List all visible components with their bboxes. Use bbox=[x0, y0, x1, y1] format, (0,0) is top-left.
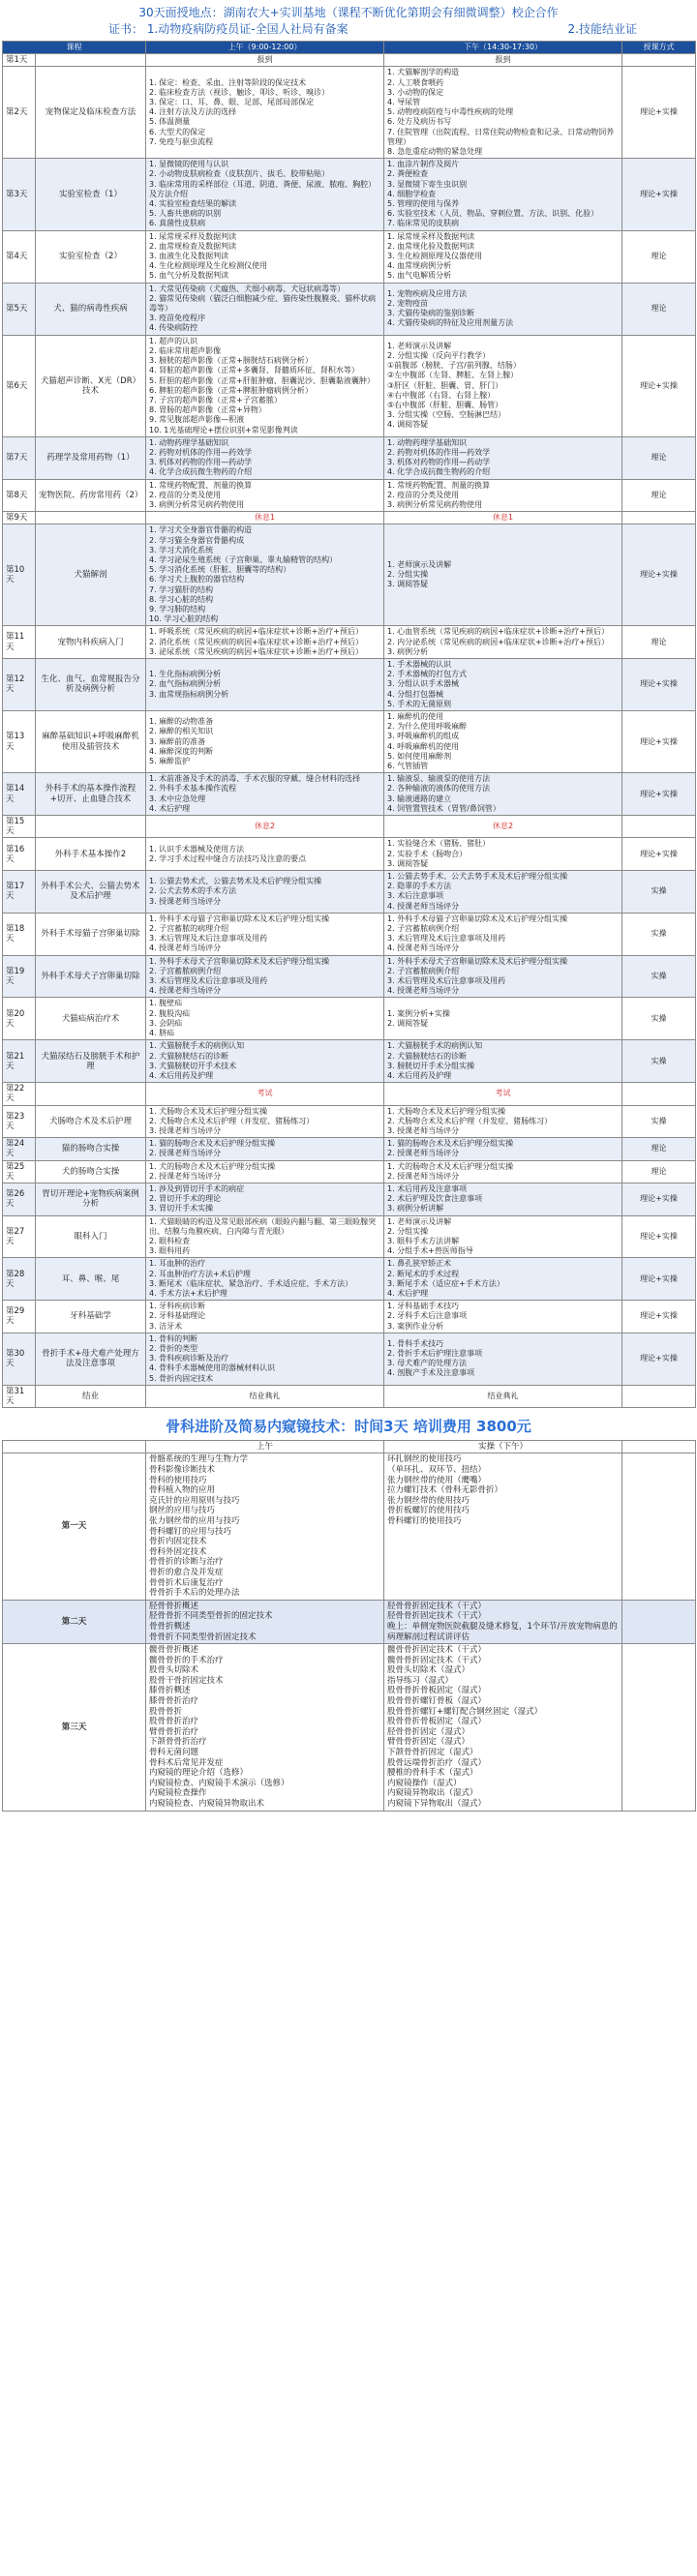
morning-content: 1. 呼吸系统（常见疾病的病因+临床症状+诊断+治疗+预后） 2. 消化系统（常见疾病的病因+临床症状+诊断+治疗+预后） 3. 泌尿系统（常见疾病的病因+临床症状+诊断+治疗+预后） bbox=[146, 626, 384, 659]
schedule-row bbox=[3, 871, 696, 914]
afternoon-content: 1. 动物药理学基础知识 2. 药物对机体的作用—药效学 3. 机体对药物的作用—药动学 4. 化学合成抗微生物药的介绍 bbox=[384, 436, 622, 479]
bones-extra-cell bbox=[622, 1453, 696, 1600]
schedule-row bbox=[3, 283, 696, 335]
day-label: 第2天 bbox=[3, 67, 36, 159]
morning-content: 1. 骨科的判断 2. 骨折的类型 3. 骨科疾病诊断及治疗 4. 骨科手术器械使用的器械材料认识 5. 骨折内固定技术 bbox=[146, 1333, 384, 1385]
morning-content: 结业典礼 bbox=[146, 1385, 384, 1407]
teaching-mode: 理论 bbox=[622, 626, 696, 659]
afternoon-content: 1. 老师演示及讲解 2. 分组实操 3. 眼科手术方法讲解 4. 分组手术+兽医师指导 bbox=[384, 1215, 622, 1258]
course-topic: 实验室检查（2） bbox=[36, 230, 146, 283]
morning-content: 1. 保定：检查、采血、注射等阶段的保定技术 2. 临床检查方法（视诊、触诊、叩诊、听诊、嗅诊） 3. 保定：口、耳、鼻、眼、足部、尾部局部保定 4. 注射方法及方法的选择 5. 体温测量 6. 大型犬的保定 7. 免疫与驱虫流程 bbox=[146, 67, 384, 159]
bones-day-label: 第一天 bbox=[3, 1453, 146, 1600]
schedule-row bbox=[3, 1333, 696, 1385]
column-course: 课程 bbox=[3, 42, 146, 54]
bones-afternoon-content: 髋骨骨折固定技术（干式） 髋骨骨折固定技术（干式） 股骨头切除术（湿式） 指导练习（湿式） 股骨骨折骨板固定（湿式） 股骨骨折螺钉骨板（湿式） 股骨骨折螺钉+螺钉配合钢丝固定（湿式） 股骨骨折骨板固定（湿式） 胫骨骨折固定（湿式） 臂骨骨折固定（湿式） 下颌骨骨折固定（湿式） 股骨远端骨折治疗（湿式） 腰椎的骨科手术（湿式） 内窥镜操作（湿式） 内窥镜异物取出（湿式） 内窥镜下异物取出（湿式） bbox=[384, 1644, 622, 1812]
afternoon-content: 1. 犬猫解剖学的构造 2. 人工喂食喂药 3. 小动物的保定 4. 导尿管 5. 动物疫病防疫与中毒性疾病的处理 6. 处方及病历书写 7. 住院管理（出院流程、日常住院动物检查和记录、日常动物饲养管理） 8. 急危重症动物的紧急处理 bbox=[384, 67, 622, 159]
course-topic: 宠物保定及临床检查方法 bbox=[36, 67, 146, 159]
morning-content: 1. 猫的肠吻合术及术后护理分组实操 2. 授课老师当场评分 bbox=[146, 1138, 384, 1160]
schedule-body bbox=[3, 54, 696, 1408]
course-topic: 骨折手术+母犬难产处理方法及注意事项 bbox=[36, 1333, 146, 1385]
day-label: 第23天 bbox=[3, 1105, 36, 1138]
course-topic: 胃切开理论+宠物疾病案例分析 bbox=[36, 1183, 146, 1215]
course-topic bbox=[36, 512, 146, 524]
course-topic: 外科手术母犬子宫卵巢切除 bbox=[36, 955, 146, 998]
afternoon-content: 1. 麻醉机的使用 2. 为什么使用呼吸麻醉 3. 呼吸麻醉机的组成 4. 呼吸麻醉机的使用 5. 如何使用麻醉剂 6. 气管插管 bbox=[384, 711, 622, 773]
teaching-mode: 理论+实操 bbox=[622, 658, 696, 710]
teaching-mode bbox=[622, 54, 696, 67]
course-topic: 外科手术公犬、公猫去势术及术后护理 bbox=[36, 871, 146, 914]
morning-content: 1. 显微镜的使用与认识 2. 小动物皮肤病检查（皮肤刮片、拔毛、胶带粘贴） 3. 临床常用的采样部位（耳道、阴道、粪便、尿液、脓疱、胸腔）及方法介绍 4. 实验室检查结果的解读 5. 人畜共患病的识别 6. 真菌性皮肤病 bbox=[146, 159, 384, 230]
day-label: 第27天 bbox=[3, 1215, 36, 1258]
afternoon-content: 1. 犬的肠吻合术及术后护理分组实操 2. 授课老师当场评分 bbox=[384, 1160, 622, 1183]
afternoon-content: 考试 bbox=[384, 1083, 622, 1105]
course-topic: 外科手术母猫子宫卵巢切除 bbox=[36, 913, 146, 955]
teaching-mode bbox=[622, 1083, 696, 1105]
bones-column-extra bbox=[622, 1441, 696, 1453]
day-label: 第22天 bbox=[3, 1083, 36, 1105]
day-label: 第6天 bbox=[3, 335, 36, 436]
course-topic: 宠物医院、药房常用药（2） bbox=[36, 479, 146, 512]
morning-content: 1. 耳血肿的治疗 2. 耳血肿治疗方法+术后护理 3. 断尾术（临床症状、紧急治疗、手术适应症、手术方法） 4. 手术方法+术后护理 bbox=[146, 1258, 384, 1301]
schedule-row bbox=[3, 838, 696, 871]
teaching-mode: 实操 bbox=[622, 955, 696, 998]
course-topic: 眼科入门 bbox=[36, 1215, 146, 1258]
course-topic: 犬肠吻合术及术后护理 bbox=[36, 1105, 146, 1138]
schedule-header-row bbox=[3, 42, 696, 54]
day-label: 第18天 bbox=[3, 913, 36, 955]
column-mode: 授课方式 bbox=[622, 42, 696, 54]
schedule-row bbox=[3, 1183, 696, 1215]
day-label: 第30天 bbox=[3, 1333, 36, 1385]
afternoon-content: 1. 案例分析+实操 2. 调阅答疑 bbox=[384, 998, 622, 1040]
schedule-row bbox=[3, 1301, 696, 1333]
morning-content: 1. 腹壁疝 2. 腹股沟疝 3. 会阴疝 4. 脐疝 bbox=[146, 998, 384, 1040]
afternoon-content: 1. 手术器械的认识 2. 手术器械的打包方式 3. 分组认识手术器械 4. 分组打包器械 5. 手术的无菌原则 bbox=[384, 658, 622, 710]
afternoon-content: 1. 老师演示及讲解 2. 分组实操 3. 调阅答疑 bbox=[384, 524, 622, 626]
teaching-mode: 理论 bbox=[622, 479, 696, 512]
course-topic: 结业 bbox=[36, 1385, 146, 1407]
morning-content: 1. 认识手术器械及使用方法 2. 学习手术过程中缝合方法技巧及注意的要点 bbox=[146, 838, 384, 871]
day-label: 第3天 bbox=[3, 159, 36, 230]
afternoon-content: 1. 实验缝合术（猪肠、猪肚） 2. 实验手术（肠吻合） 3. 调阅答疑 bbox=[384, 838, 622, 871]
afternoon-content: 1. 术后用药及注意事项 2. 术后护理及饮食注意事项 3. 病例分析讲解 bbox=[384, 1183, 622, 1215]
schedule-row bbox=[3, 1105, 696, 1138]
teaching-mode bbox=[622, 1385, 696, 1407]
morning-content: 1. 外科手术母犬子宫卵巢切除术及术后护理分组实操 2. 子宫蓄脓病例介绍 3. 术后管理及术后注意事项及用药 4. 授课老师当场评分 bbox=[146, 955, 384, 998]
morning-content: 1. 麻醉的动物准备 2. 麻醉的相关知识 3. 麻醉前的准备 4. 麻醉深度的判断 5. 麻醉监护 bbox=[146, 711, 384, 773]
teaching-mode: 理论+实操 bbox=[622, 1258, 696, 1301]
afternoon-content: 1. 骨科手术技巧 2. 骨折手术后护理注意事项 3. 母犬难产的处理方法 4. 剖腹产手术及注意事项 bbox=[384, 1333, 622, 1385]
bones-extra-cell bbox=[622, 1600, 696, 1643]
teaching-mode: 理论+实操 bbox=[622, 67, 696, 159]
morning-content: 1. 涉及到胃切开手术的病症 2. 胃切开手术的理论 3. 胃切开手术实操 bbox=[146, 1183, 384, 1215]
morning-content: 1. 生化指标病例分析 2. 血气指标病例分析 3. 血常规指标病例分析 bbox=[146, 658, 384, 710]
column-pm: 下午（14:30-17:30） bbox=[384, 42, 622, 54]
morning-content: 1. 犬猫眼睛的构造及常见眼部疾病（眼睑内翻与翻、第三眼睑腺突出、结膜与角膜疾病、白内障与青光眼） 2. 眼科检查 3. 眼科用药 bbox=[146, 1215, 384, 1258]
course-topic: 外科手术基本操作2 bbox=[36, 838, 146, 871]
schedule-row bbox=[3, 1258, 696, 1301]
teaching-mode: 理论 bbox=[622, 1160, 696, 1183]
course-topic: 生化、血气、血常规报告分析及病例分析 bbox=[36, 658, 146, 710]
teaching-mode: 实操 bbox=[622, 871, 696, 914]
afternoon-content: 结业典礼 bbox=[384, 1385, 622, 1407]
bones-afternoon-content: 环扎钢丝的使用技巧 （单环扎、双环节、扭结） 张力钢丝带的使用（鹰嘴） 拉力螺钉技术（骨科无影骨折） 张力钢丝带的使用技巧 骨折板螺钉的使用技巧 骨科螺钉的使用技巧 bbox=[384, 1453, 622, 1600]
bones-row bbox=[3, 1600, 696, 1643]
afternoon-content: 1. 心血管系统（常见疾病的病因+临床症状+诊断+治疗+预后） 2. 内分泌系统（常见疾病的病因+临床症状+诊断+治疗+预后） 3. 病例分析 bbox=[384, 626, 622, 659]
morning-content: 1. 超声的认识 2. 临床常用超声影像 3. 膀胱的超声影像（正常+膀胱结石病例分析） 4. 肾脏的超声影像（正常+多囊肾、肾髓质环征、肾积水等） 5. 肝胆的超声影像（正常+肝脏肿瘤、胆囊泥沙、胆囊黏液囊肿） 6. 脾脏的超声影像（正常+脾脏肿瘤病例分析） 7. 子宫的超声影像（正常+子宫蓄脓） 8. 胃肠的超声影像（正常+异物） 9. 常见腹部超声影像—积液 10. 1光基础理论+摆位识别+常见影像判读 bbox=[146, 335, 384, 436]
schedule-row bbox=[3, 512, 696, 524]
afternoon-content: 1. 外科手术母犬子宫卵巢切除术及术后护理分组实操 2. 子宫蓄脓病例介绍 3. 术后管理及术后注意事项及用药 4. 授课老师当场评分 bbox=[384, 955, 622, 998]
day-label: 第7天 bbox=[3, 436, 36, 479]
course-topic: 犬猫尿结石及膀胱手术和护理 bbox=[36, 1040, 146, 1083]
day-label: 第11天 bbox=[3, 626, 36, 659]
morning-content: 1. 犬常见传染病（犬瘟热、犬细小病毒、犬冠状病毒等） 2. 猫常见传染病（猫泛白细胞减少症、猫传染性腹膜炎、猫杯状病毒等） 3. 疫苗免疫程序 4. 传染病防控 bbox=[146, 283, 384, 335]
bones-column-day bbox=[3, 1441, 146, 1453]
day-label: 第16天 bbox=[3, 838, 36, 871]
afternoon-content: 1. 常规药物配置、剂量的换算 2. 疫苗的分类及使用 3. 病例分析常见病药物使用 bbox=[384, 479, 622, 512]
teaching-mode: 理论 bbox=[622, 230, 696, 283]
morning-content: 休息1 bbox=[146, 512, 384, 524]
schedule-row bbox=[3, 479, 696, 512]
afternoon-content: 1. 老师演示及讲解 2. 分组实操（反向平行教学） ①前腹部（膀胱、子宫/前列腺、结肠） ②左中腹部（左肾、脾脏、左肾上腺） ③肝区（肝脏、胆囊、胃、肝门） ④右中腹部（右肾、右肾上腺） ⑤右中腹部（肝脏、胆囊、肠管） 3. 分组实操（空肠、空肠淋巴结） 4. 调阅答疑 bbox=[384, 335, 622, 436]
day-label: 第12天 bbox=[3, 658, 36, 710]
certificate-label: 证书： bbox=[108, 22, 144, 36]
teaching-mode: 实操 bbox=[622, 913, 696, 955]
teaching-mode: 理论+实操 bbox=[622, 1333, 696, 1385]
course-topic: 犬的肠吻合实操 bbox=[36, 1160, 146, 1183]
schedule-row bbox=[3, 159, 696, 230]
morning-content: 1. 尿常规采样及数据判读 2. 血常规检查及数据判读 3. 血液生化及数据判读 4. 生化检测原理及生化检测仪使用 5. 血气分析及数据判读 bbox=[146, 230, 384, 283]
teaching-mode: 理论+实操 bbox=[622, 159, 696, 230]
schedule-row bbox=[3, 1040, 696, 1083]
morning-content: 1. 犬肠吻合术及术后护理分组实操 2. 犬肠吻合术及术后护理（并发症、猪肠练习） 3. 授课老师当场评分 bbox=[146, 1105, 384, 1138]
bones-row bbox=[3, 1453, 696, 1600]
course-topic: 犬、猫的病毒性疾病 bbox=[36, 283, 146, 335]
day-label: 第31天 bbox=[3, 1385, 36, 1407]
page bbox=[2, 0, 695, 1812]
course-topic: 牙科基础学 bbox=[36, 1301, 146, 1333]
schedule-row bbox=[3, 955, 696, 998]
day-label: 第14天 bbox=[3, 773, 36, 816]
day-label: 第29天 bbox=[3, 1301, 36, 1333]
schedule-row bbox=[3, 436, 696, 479]
bones-afternoon-content: 胫骨骨折固定技术（干式） 胫骨骨折固定技术（干式） 晚上：单侧宠物医院截腿及缝术修复，1个环节/开放宠物病患的病理解剖过程试讲评估 bbox=[384, 1600, 622, 1643]
bones-row bbox=[3, 1644, 696, 1812]
day-label: 第21天 bbox=[3, 1040, 36, 1083]
morning-content: 1. 公猫去势术式、公猫去势术及术后护理分组实操 2. 公犬去势术的手术方法 3. 授课老师当场评分 bbox=[146, 871, 384, 914]
afternoon-content: 1. 公猫去势手术、公犬去势手术及术后护理分组实操 2. 隐睾的手术方法 3. 术后注意事项 4. 授课老师当场评分 bbox=[384, 871, 622, 914]
afternoon-content: 1. 外科手术母猫子宫卵巢切除术及术后护理分组实操 2. 子宫蓄脓病例介绍 3. 术后管理及术后注意事项及用药 4. 授课老师当场评分 bbox=[384, 913, 622, 955]
schedule-row bbox=[3, 54, 696, 67]
schedule-table bbox=[2, 41, 696, 1408]
certificate-label-and-first bbox=[108, 21, 348, 37]
course-topic: 犬猫疝病治疗术 bbox=[36, 998, 146, 1040]
teaching-mode: 理论+实操 bbox=[622, 335, 696, 436]
morning-content: 1. 术前准备及手术的消毒、手术衣服的穿戴、缝合材料的选择 2. 外科手术基本操作流程 3. 术中应急处理 4. 术后护理 bbox=[146, 773, 384, 816]
schedule-row bbox=[3, 816, 696, 838]
teaching-mode: 理论+实操 bbox=[622, 711, 696, 773]
morning-content: 1. 牙科疾病诊断 2. 牙科基础理论 3. 洁牙术 bbox=[146, 1301, 384, 1333]
day-label: 第28天 bbox=[3, 1258, 36, 1301]
schedule-row bbox=[3, 1160, 696, 1183]
teaching-mode: 理论+实操 bbox=[622, 524, 696, 626]
day-label: 第20天 bbox=[3, 998, 36, 1040]
schedule-row bbox=[3, 230, 696, 283]
teaching-mode: 理论+实操 bbox=[622, 1183, 696, 1215]
bones-column-pm: 实操（下午） bbox=[384, 1441, 622, 1453]
morning-content: 1. 犬猫膀胱手术的病例认知 2. 犬猫膀胱结石的诊断 3. 犬猫膀胱切开手术技术 4. 术后用药及护理 bbox=[146, 1040, 384, 1083]
schedule-row bbox=[3, 658, 696, 710]
column-am: 上午（9:00-12:00） bbox=[146, 42, 384, 54]
afternoon-content: 1. 鼻孔狭窄矫正术 2. 断尾术的手术过程 3. 断尾手术（适应症+手术方法） 4. 术后护理 bbox=[384, 1258, 622, 1301]
page-header bbox=[2, 0, 695, 41]
bones-body bbox=[3, 1453, 696, 1811]
day-label: 第17天 bbox=[3, 871, 36, 914]
afternoon-content: 1. 牙科基础手术技巧 2. 牙科手术后注意事项 3. 案例作业分析 bbox=[384, 1301, 622, 1333]
schedule-row bbox=[3, 1138, 696, 1160]
schedule-row bbox=[3, 711, 696, 773]
teaching-mode bbox=[622, 512, 696, 524]
teaching-mode: 理论 bbox=[622, 1138, 696, 1160]
schedule-row bbox=[3, 1215, 696, 1258]
bones-morning-content: 骨骼系统的生理与生物力学 骨科影像诊断技术 骨科的使用技巧 骨科植入物的应用 克氏针的应用原则与技巧 钢丝的应用与技巧 张力钢丝带的应用与技巧 骨科螺钉的应用与技巧 骨折内固定技术 骨科外固定技术 骨骨折的诊断与治疗 骨折的愈合及并发症 骨骨折术后康复治疗 骨骨折手术后的处理办法 bbox=[146, 1453, 384, 1600]
bones-section-title: 骨科进阶及简易内窥镜技术：时间3天 培训费用 3800元 bbox=[166, 1418, 531, 1436]
bones-day-label: 第二天 bbox=[3, 1600, 146, 1643]
certificate-1: 1.动物疫病防疫员证-全国人社局有备案 bbox=[146, 22, 348, 36]
afternoon-content: 1. 犬肠吻合术及术后护理分组实操 2. 犬肠吻合术及术后护理（并发症、猪肠练习） 3. 授课老师当场评分 bbox=[384, 1105, 622, 1138]
teaching-mode: 理论+实操 bbox=[622, 1301, 696, 1333]
afternoon-content: 1. 血涂片制作及阅片 2. 粪便检查 3. 显微镜下寄生虫识别 4. 细胞学检查 5. 管理的使用与保养 6. 实验室技术（人员、物品、穿刺位置、方法、识别、化验） 7. 临床常见的皮肤病 bbox=[384, 159, 622, 230]
morning-content: 1. 学习犬全身器官骨骼的构造 2. 学习猫全身器官骨骼构成 3. 学习犬消化系统 4. 学习泌尿生殖系统（子宫卵巢、睾丸输精管的结构） 5. 学习消化系统（肝脏、胆囊等的结构） 6. 学习犬上腹腔的器官结构 7. 学习猫肝的结构 8. 学习心脏的结构 9. 学习肺的结构 10. 学习心脏的结构 bbox=[146, 524, 384, 626]
day-label: 第24天 bbox=[3, 1138, 36, 1160]
course-topic: 宠物内科疾病入门 bbox=[36, 626, 146, 659]
afternoon-content: 休息1 bbox=[384, 512, 622, 524]
schedule-row bbox=[3, 524, 696, 626]
course-topic: 犬猫超声诊断、X光（DR）技术 bbox=[36, 335, 146, 436]
day-label: 第10天 bbox=[3, 524, 36, 626]
afternoon-content: 1. 宠物疾病及应用方法 2. 宠物疫苗 3. 犬猫传染病的鉴别诊断 4. 犬猫传染病的特征及应用剂量方法 bbox=[384, 283, 622, 335]
day-label: 第5天 bbox=[3, 283, 36, 335]
teaching-mode: 理论+实操 bbox=[622, 773, 696, 816]
course-topic: 实验室检查（1） bbox=[36, 159, 146, 230]
schedule-row bbox=[3, 1083, 696, 1105]
schedule-row bbox=[3, 773, 696, 816]
day-label: 第8天 bbox=[3, 479, 36, 512]
course-topic: 犬猫解剖 bbox=[36, 524, 146, 626]
bones-morning-content: 髋骨骨折概述 髋骨骨折的手术治疗 股骨头切除术 股骨干骨折固定技术 膝骨折概述 膝骨骨折治疗 股骨骨折 股骨骨折治疗 臂骨骨折治疗 下颌骨骨折治疗 骨科无菌问题 骨科术后常见并发症 内窥镜的理论介绍（选修） 内窥镜检查、内窥镜手术演示（选修） 内窥镜检查操作 内窥镜检查、内窥镜异物取出术 bbox=[146, 1644, 384, 1812]
day-label: 第9天 bbox=[3, 512, 36, 524]
course-topic: 麻醉基础知识+呼吸麻醉机使用及插管技术 bbox=[36, 711, 146, 773]
morning-content: 休息2 bbox=[146, 816, 384, 838]
teaching-mode: 实操 bbox=[622, 1040, 696, 1083]
day-label: 第19天 bbox=[3, 955, 36, 998]
day-label: 第1天 bbox=[3, 54, 36, 67]
schedule-row bbox=[3, 1385, 696, 1407]
day-label: 第4天 bbox=[3, 230, 36, 283]
course-topic bbox=[36, 54, 146, 67]
teaching-mode: 实操 bbox=[622, 998, 696, 1040]
teaching-mode: 实操 bbox=[622, 1105, 696, 1138]
teaching-mode: 理论 bbox=[622, 436, 696, 479]
course-topic: 外科手术的基本操作流程+切开、止血缝合技术 bbox=[36, 773, 146, 816]
course-topic: 药理学及常用药物（1） bbox=[36, 436, 146, 479]
afternoon-content: 报到 bbox=[384, 54, 622, 67]
afternoon-content: 休息2 bbox=[384, 816, 622, 838]
certificate-2: 2.技能结业证 bbox=[567, 22, 637, 36]
course-topic bbox=[36, 816, 146, 838]
morning-content: 报到 bbox=[146, 54, 384, 67]
day-label: 第13天 bbox=[3, 711, 36, 773]
morning-content: 1. 常规药物配置、剂量的换算 2. 疫苗的分类及使用 3. 病例分析常见病药物使用 bbox=[146, 479, 384, 512]
schedule-row bbox=[3, 67, 696, 159]
bones-day-label: 第三天 bbox=[3, 1644, 146, 1812]
course-topic: 猫的肠吻合实操 bbox=[36, 1138, 146, 1160]
teaching-mode: 理论+实操 bbox=[622, 1215, 696, 1258]
schedule-row bbox=[3, 335, 696, 436]
page-title: 30天面授地点：湖南农大+实训基地（课程不断优化第期会有细微调整）校企合作 bbox=[138, 6, 559, 19]
morning-content: 考试 bbox=[146, 1083, 384, 1105]
bones-column-am: 上午 bbox=[146, 1441, 384, 1453]
teaching-mode bbox=[622, 816, 696, 838]
schedule-row bbox=[3, 998, 696, 1040]
schedule-row bbox=[3, 626, 696, 659]
afternoon-content: 1. 猫的肠吻合术及术后护理分组实操 2. 授课老师当场评分 bbox=[384, 1138, 622, 1160]
day-label: 第25天 bbox=[3, 1160, 36, 1183]
teaching-mode: 理论+实操 bbox=[622, 838, 696, 871]
certificate-line bbox=[2, 21, 695, 41]
course-topic: 耳、鼻、喉、尾 bbox=[36, 1258, 146, 1301]
bones-morning-content: 胫骨骨折概述 胫骨骨折不同类型骨折的固定技术 骨骨折概述 骨骨折不同类型骨折固定技术 bbox=[146, 1600, 384, 1643]
day-label: 第26天 bbox=[3, 1183, 36, 1215]
bones-header-row bbox=[3, 1441, 696, 1453]
afternoon-content: 1. 尿常规采样及数据判读 2. 血常规化验及数据判读 3. 生化检测原理及仪器使用 4. 血常规病例分析 5. 血气电解质分析 bbox=[384, 230, 622, 283]
teaching-mode: 理论 bbox=[622, 283, 696, 335]
afternoon-content: 1. 犬猫膀胱手术的病例认知 2. 犬猫膀胱结石的诊断 3. 膀胱切开手术分组实操 4. 术后用药及护理 bbox=[384, 1040, 622, 1083]
morning-content: 1. 外科手术母猫子宫卵巢切除术及术后护理分组实操 2. 子宫蓄脓的病理介绍 3. 术后管理及术后注意事项及用药 4. 授课老师当场评分 bbox=[146, 913, 384, 955]
course-topic bbox=[36, 1083, 146, 1105]
afternoon-content: 1. 输液泵、输液泵的使用方法 2. 各种输液的液体的使用方法 3. 输液通路的建立 4. 饲管置管技术（胃管/鼻饲管） bbox=[384, 773, 622, 816]
morning-content: 1. 犬的肠吻合术及术后护理分组实操 2. 授课老师当场评分 bbox=[146, 1160, 384, 1183]
morning-content: 1. 动物药理学基础知识 2. 药物对机体的作用—药效学 3. 机体对药物的作用—药动学 4. 化学合成抗微生物药的介绍 bbox=[146, 436, 384, 479]
day-label: 第15天 bbox=[3, 816, 36, 838]
schedule-row bbox=[3, 913, 696, 955]
bones-extra-cell bbox=[622, 1644, 696, 1812]
bones-table bbox=[2, 1440, 696, 1811]
